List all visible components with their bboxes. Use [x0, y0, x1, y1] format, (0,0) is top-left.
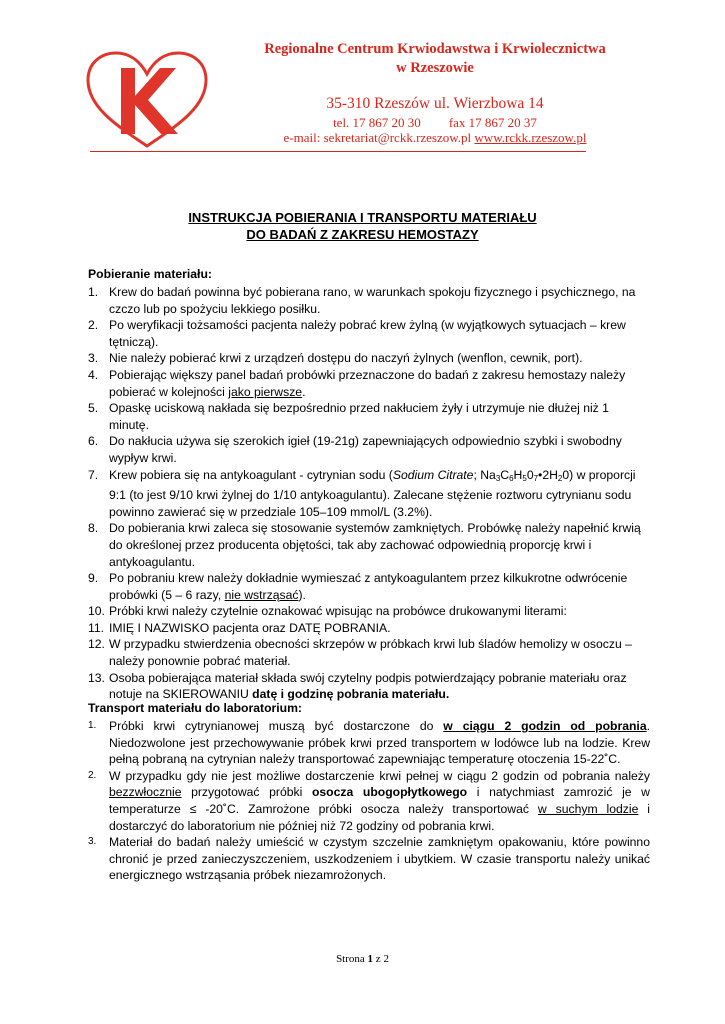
fax-number: fax 17 867 20 37	[448, 115, 537, 130]
org-contact	[220, 130, 650, 146]
collection-instructions-list	[88, 284, 650, 703]
org-phones	[220, 115, 650, 131]
email-address: e-mail: sekretariat@rckk.rzeszow.pl	[283, 130, 472, 145]
list-item: 3. Materiał do badań należy umieścić w czystym szczelnie zamkniętym opakowaniu, które powinno chronić je przed zanieczyszczeniem, uszkodzeniem i ubytkiem. W czasie transportu należy unikać energicznego wstrząsania próbek niezamrożonych.	[88, 835, 650, 883]
list-item: 2. Po weryfikacji tożsamości pacjenta należy pobrać krew żylną (w wyjątkowych sytuacjach – krew tętniczą).	[88, 318, 626, 349]
document-title-line1: INSTRUKCJA POBIERANIA I TRANSPORTU MATERIAŁU	[188, 210, 537, 225]
list-item: 10. Próbki krwi należy czytelnie oznakować wpisując na probówce drukowanymi literami:	[88, 604, 567, 619]
list-item: 7. Krew pobiera się na antykoagulant - cytrynian sodu (Sodium Citrate; $Na_3C_6H_50_7•2H_20$) w proporcji 9:1 (to jest 9/10 krwi żylnej do 1/10 antykoagulantu). Zalecane stężenie roztworu cytrynianu sodu powinno zawierać się w przedziale 105–109 mmol/L (3.2%).	[88, 467, 636, 519]
transport-instructions-list	[88, 718, 650, 884]
list-item: 2. W przypadku gdy nie jest możliwe dostarczenie krwi pełnej w ciągu 2 godzin od pobrania należy bezzwłocznie przygotować próbki osocza ubogopłytkowego i natychmiast zamrozić je w temperaturze ≤ -20˚C. Zamrożone próbki osocza należy transportować w suchym lodzie i dostarczyć do laboratorium nie później niż 72 godziny od pobrania krwi.	[88, 768, 650, 833]
document-title-line2: DO BADAŃ Z ZAKRESU HEMOSTAZY	[246, 227, 479, 242]
header-divider	[90, 151, 586, 152]
org-name-line1: Regionalne Centrum Krwiodawstwa i Krwiolecznictwa	[264, 41, 606, 57]
list-item: 8. Do pobierania krwi zaleca się stosowanie systemów zamkniętych. Probówkę należy napełnić krwią do określonej przez producenta objętości, tak aby zachować odpowiednią proporcję krwi i antykoagulantu.	[88, 521, 641, 569]
total-pages: 2	[383, 953, 389, 965]
section-heading-transport: Transport materiału do laboratorium:	[88, 701, 302, 715]
list-item: 13. Osoba pobierająca materiał składa swój czytelny podpis potwierdzający pobranie materiału oraz notuje na SKIEROWANIU datę i godzinę pobrania materiału.	[88, 670, 627, 702]
website-link[interactable]: www.rckk.rzeszow.pl	[474, 130, 587, 145]
org-name-line2: w Rzeszowie	[396, 60, 474, 76]
list-item: 4. Pobierając większy panel badań probówki przeznaczone do badań z zakresu hemostazy należy pobierać w kolejności jako pierwsze.	[88, 367, 626, 399]
current-page-number: 1	[367, 953, 374, 965]
list-item: 1. Krew do badań powinna być pobierana rano, w warunkach spokoju fizycznego i psychicznego, na czczo lub po spożyciu lekkiego posiłku.	[88, 285, 636, 316]
list-item: 9. Po pobraniu krew należy dokładnie wymieszać z antykoagulantem przez kilkukrotne odwrócenie probówki (5 – 6 razy, nie wstrząsać).	[88, 571, 628, 602]
page-footer: Strona 1 z 2	[336, 953, 389, 965]
list-item: 3. Nie należy pobierać krwi z urządzeń dostępu do naczyń żylnych (wenflon, cewnik, port).	[88, 351, 583, 366]
list-item: 11. IMIĘ I NAZWISKO pacjenta oraz DATĘ POBRANIA.	[88, 620, 391, 635]
list-item: 12. W przypadku stwierdzenia obecności skrzepów w próbkach krwi lub śladów hemolizy w osoczu – należy ponownie pobrać materiał.	[88, 637, 632, 669]
phone-number: tel. 17 867 20 30	[333, 115, 421, 130]
org-address: 35-310 Rzeszów ul. Wierzbowa 14	[326, 95, 544, 112]
heart-k-logo-icon	[84, 50, 210, 150]
section-heading-collection: Pobieranie materiału:	[88, 267, 212, 281]
list-item: 5. Opaskę uciskową nakłada się bezpośrednio przed nakłuciem żyły i utrzymuje nie dłużej niż 1 minutę.	[88, 401, 609, 432]
list-item: 1. Próbki krwi cytrynianowej muszą być dostarczone do w ciągu 2 godzin od pobrania. Niedozwolone jest przechowywanie próbek krwi przed transportem w lodówce lub na lodzie. Krew pełną pobraną na cytrynian należy transportować zapewniając temperaturę otoczenia 15-22˚C.	[88, 719, 650, 767]
list-item: 6. Do nakłucia używa się szerokich igieł (19-21g) zapewniających odpowiednio szybki i swobodny wypływ krwi.	[88, 434, 622, 465]
